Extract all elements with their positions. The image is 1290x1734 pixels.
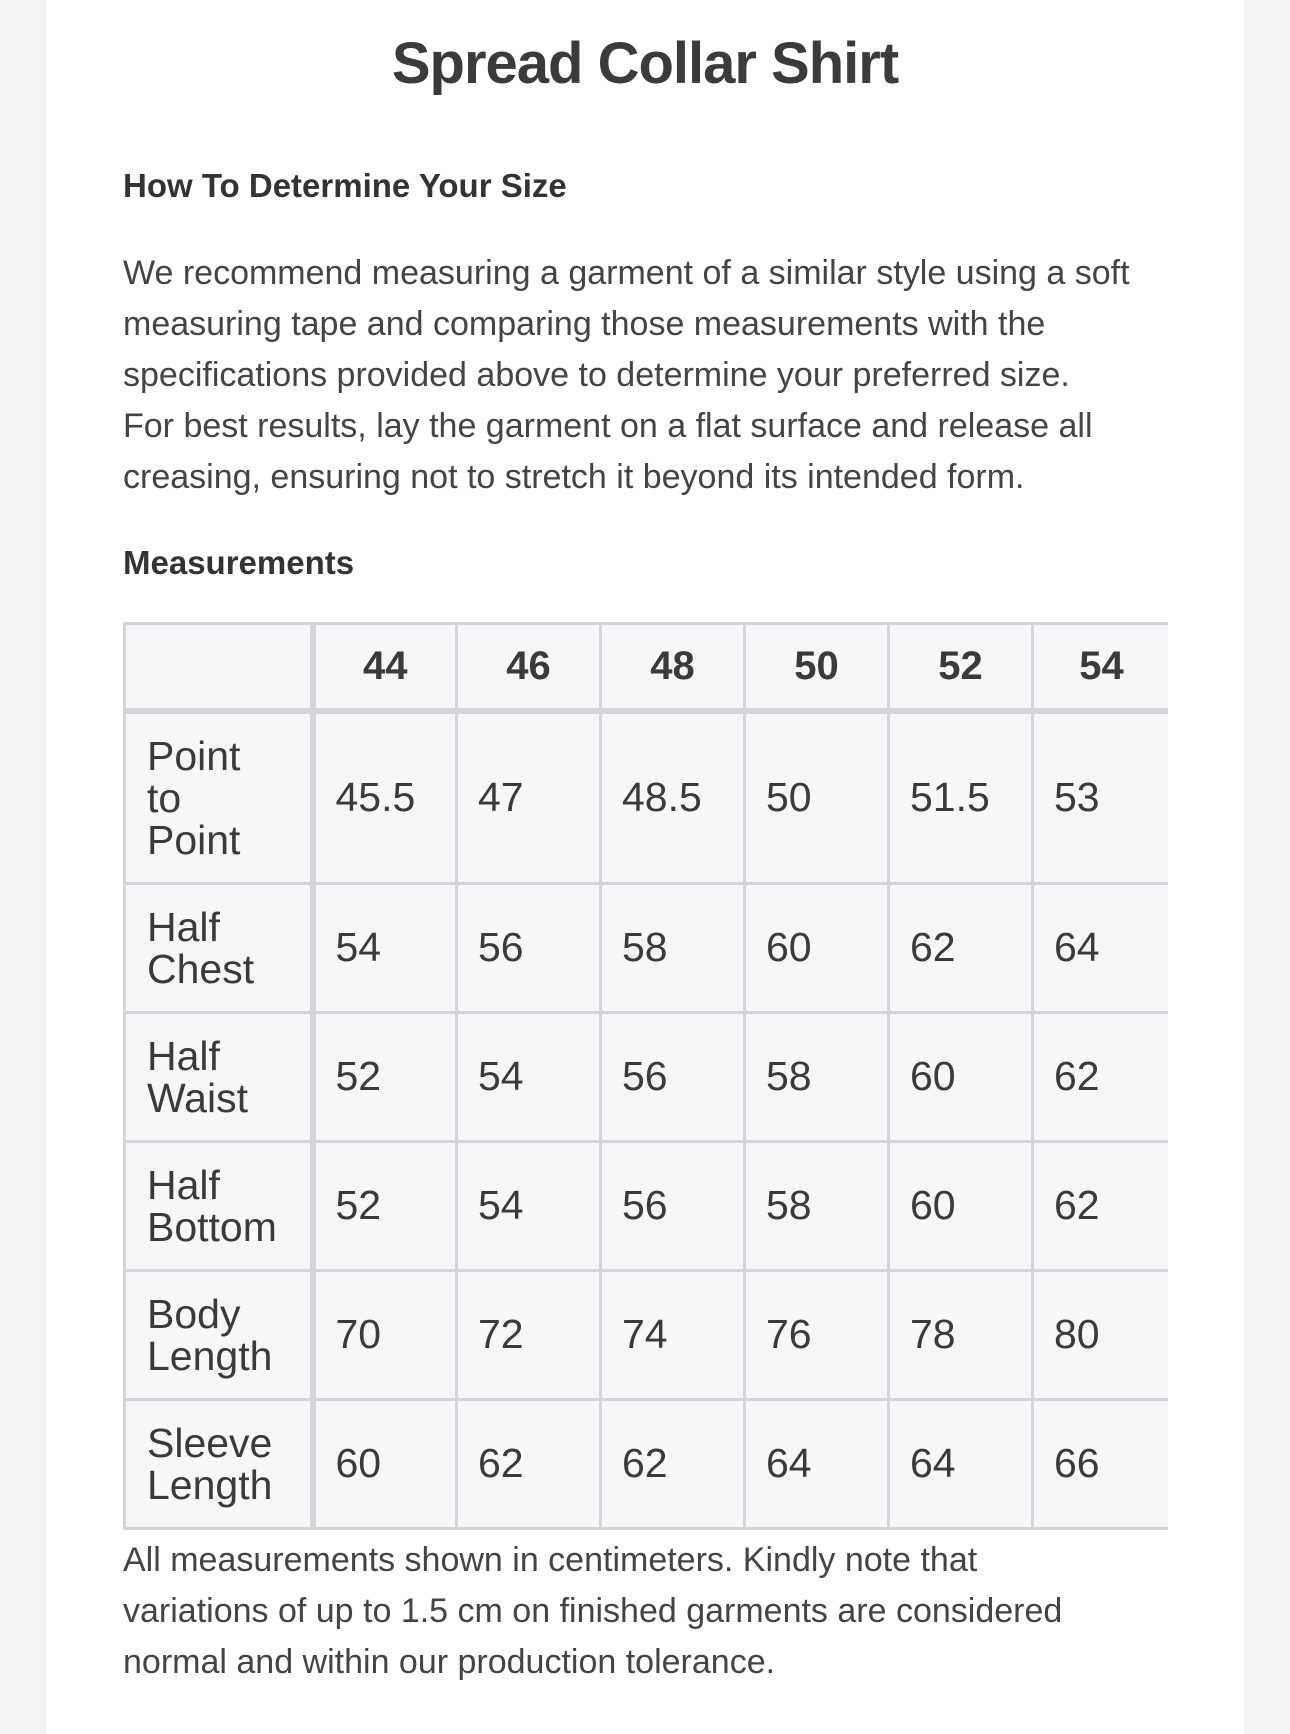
row-label (125, 1270, 313, 1399)
table-cell: 54 (457, 1012, 601, 1141)
page-title: Spread Collar Shirt (391, 31, 899, 96)
table-cell: 54 (457, 1141, 601, 1270)
table-header-row (125, 624, 1169, 712)
row-label (125, 1141, 313, 1270)
table-cell: 78 (889, 1270, 1033, 1399)
note-line: normal and within our production tolerance. (123, 1643, 776, 1681)
row-label-line: Point (147, 732, 241, 779)
table-cell: 74 (601, 1270, 745, 1399)
table-cell: 45.5 (313, 711, 457, 883)
measurements-note (123, 1535, 1183, 1688)
table-cell: 62 (889, 883, 1033, 1012)
how-to-line: specifications provided above to determine your preferred size. (123, 356, 1070, 394)
row-label-line: Half (147, 903, 220, 950)
row-label (125, 883, 313, 1012)
row-label-line: to (147, 774, 182, 821)
row-label (125, 1012, 313, 1141)
measurements-table (123, 622, 1168, 1530)
size-header: 52 (889, 624, 1033, 712)
how-to-line: For best results, lay the garment on a flat surface and release all (123, 407, 1093, 445)
how-to-line: We recommend measuring a garment of a similar style using a soft (123, 254, 1130, 292)
row-label-line: Length (147, 1461, 273, 1508)
row-label-line: Sleeve (147, 1419, 273, 1466)
table-cell: 54 (313, 883, 457, 1012)
note-line: All measurements shown in centimeters. Kindly note that (123, 1541, 978, 1579)
table-cell: 53 (1033, 711, 1169, 883)
size-header: 54 (1033, 624, 1169, 712)
table-row (125, 883, 1169, 1012)
row-label (125, 1399, 313, 1528)
table-cell: 60 (745, 883, 889, 1012)
table-row (125, 1012, 1169, 1141)
table-row (125, 711, 1169, 883)
size-header: 44 (313, 624, 457, 712)
table-cell: 56 (601, 1012, 745, 1141)
table-cell: 56 (457, 883, 601, 1012)
row-label-line: Waist (147, 1074, 248, 1121)
table-cell: 50 (745, 711, 889, 883)
table-cell: 64 (1033, 883, 1169, 1012)
row-label-line: Body (147, 1290, 241, 1337)
table-cell: 62 (457, 1399, 601, 1528)
row-label-line: Half (147, 1161, 220, 1208)
size-header: 48 (601, 624, 745, 712)
table-cell: 70 (313, 1270, 457, 1399)
how-to-paragraph (123, 248, 1183, 503)
table-cell: 64 (889, 1399, 1033, 1528)
how-to-line: creasing, ensuring not to stretch it beyond its intended form. (123, 458, 1025, 496)
size-header: 46 (457, 624, 601, 712)
table-row (125, 1141, 1169, 1270)
table-cell: 80 (1033, 1270, 1169, 1399)
table-cell: 52 (313, 1141, 457, 1270)
row-label-line: Half (147, 1032, 220, 1079)
row-label (125, 711, 313, 883)
table-cell: 60 (889, 1012, 1033, 1141)
table-cell: 62 (1033, 1141, 1169, 1270)
table-cell: 58 (745, 1141, 889, 1270)
table-row (125, 1270, 1169, 1399)
table-cell: 52 (313, 1012, 457, 1141)
table-cell: 47 (457, 711, 601, 883)
row-label-line: Chest (147, 945, 255, 992)
table-cell: 64 (745, 1399, 889, 1528)
how-to-heading: How To Determine Your Size (123, 167, 567, 204)
size-header: 50 (745, 624, 889, 712)
size-guide-page (46, 0, 1244, 1734)
table-cell: 58 (745, 1012, 889, 1141)
table-cell: 62 (601, 1399, 745, 1528)
table-cell: 76 (745, 1270, 889, 1399)
measurements-heading: Measurements (123, 544, 355, 581)
table-cell: 66 (1033, 1399, 1169, 1528)
row-label-line: Bottom (147, 1203, 277, 1250)
row-label-line: Point (147, 816, 241, 863)
table-cell: 58 (601, 883, 745, 1012)
table-cell: 72 (457, 1270, 601, 1399)
table-cell: 48.5 (601, 711, 745, 883)
note-line: variations of up to 1.5 cm on finished garments are considered (123, 1592, 1063, 1630)
measurements-table-container[interactable] (123, 622, 1168, 1531)
table-row (125, 1399, 1169, 1528)
corner-cell (125, 624, 313, 712)
how-to-line: measuring tape and comparing those measurements with the (123, 305, 1046, 343)
table-cell: 60 (889, 1141, 1033, 1270)
table-cell: 60 (313, 1399, 457, 1528)
row-label-line: Length (147, 1332, 273, 1379)
table-cell: 56 (601, 1141, 745, 1270)
table-cell: 62 (1033, 1012, 1169, 1141)
table-cell: 51.5 (889, 711, 1033, 883)
